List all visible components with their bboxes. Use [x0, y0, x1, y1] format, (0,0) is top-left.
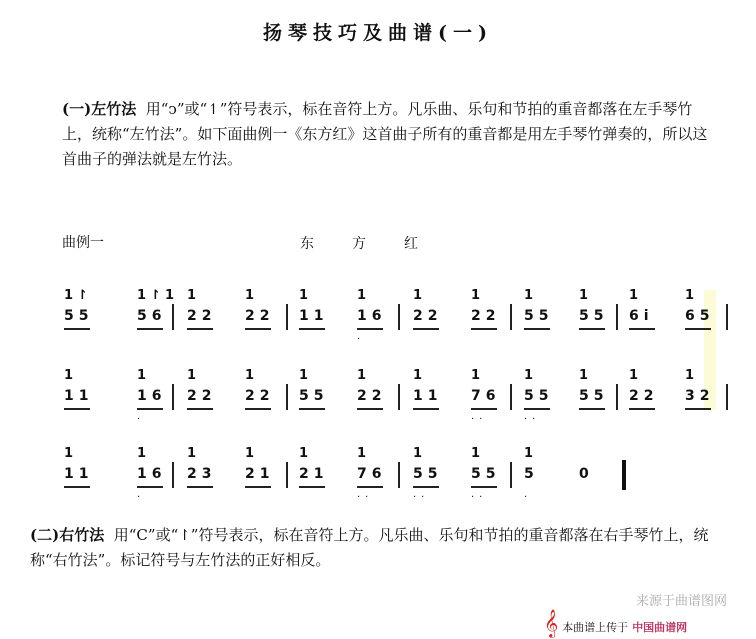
barline: [726, 384, 728, 410]
notes: 16: [137, 466, 167, 482]
score-line: [0, 446, 756, 516]
notes: 55: [524, 388, 554, 404]
eighth-underline: [471, 328, 497, 330]
eighth-underline: [579, 408, 605, 410]
beat: [522, 446, 562, 516]
notes: 65: [685, 308, 715, 324]
accent-mark: 1: [579, 288, 593, 303]
song-title-char: 东: [300, 236, 314, 252]
barline: [510, 304, 512, 330]
accent-mark: 1: [357, 446, 371, 461]
score-line: [0, 288, 756, 358]
eighth-underline: [629, 408, 655, 410]
beat: [135, 446, 175, 516]
beat: [355, 446, 395, 516]
low-octave-dots: ..: [471, 411, 488, 422]
eighth-underline: [629, 328, 655, 330]
eighth-underline: [413, 408, 439, 410]
low-octave-dots: ..: [413, 489, 430, 500]
notes: 55: [471, 466, 501, 482]
notes: 11: [413, 388, 443, 404]
notes: 56: [137, 308, 167, 324]
notes: 55: [299, 388, 329, 404]
barline: [286, 304, 288, 330]
beat: [243, 288, 283, 358]
notes: 23: [187, 466, 217, 482]
eighth-underline: [187, 408, 213, 410]
eighth-underline: [137, 486, 163, 488]
eighth-underline: [299, 328, 325, 330]
beat: [185, 288, 225, 358]
low-octave-dots: .: [357, 331, 366, 342]
beat: [522, 368, 562, 438]
beat: [297, 368, 337, 438]
eighth-underline: [685, 408, 711, 410]
accent-mark: 1: [245, 446, 259, 461]
accent-mark: 1: [524, 446, 538, 461]
notes: 16: [357, 308, 387, 324]
final-barline: [622, 460, 626, 490]
notes: 22: [245, 308, 275, 324]
eighth-underline: [64, 328, 90, 330]
beat: [355, 288, 395, 358]
notes: 11: [64, 388, 94, 404]
barline: [172, 462, 174, 488]
eighth-underline: [524, 328, 550, 330]
accent-mark: 1: [629, 288, 643, 303]
eighth-underline: [137, 408, 163, 410]
eighth-underline: [357, 486, 383, 488]
accent-mark: 1: [299, 368, 313, 383]
barline: [286, 384, 288, 410]
footer-brand: 中国曲谱网: [632, 621, 688, 634]
beat: [297, 446, 337, 516]
eighth-underline: [245, 486, 271, 488]
barline: [398, 384, 400, 410]
beat: [627, 288, 667, 358]
low-octave-dots: .: [137, 489, 146, 500]
accent-mark: 1: [524, 288, 538, 303]
section1-text: 用“ↄ”或“↿”符号表示，标在音符上方。凡乐曲、乐句和节拍的重音都落在左手琴竹上，统称“左竹法”。如下面曲例一《东方红》这首曲子所有的重音都是用左手琴竹弹奏的，所以这首曲子的弹法就是左竹法。: [62, 100, 708, 168]
score-line: [0, 368, 756, 438]
notes: 32: [685, 388, 715, 404]
notes: 22: [629, 388, 659, 404]
accent-mark: 1: [357, 368, 371, 383]
beat: [297, 288, 337, 358]
page-title: 扬琴技巧及曲谱(一): [263, 22, 493, 44]
section2-heading: (二)右竹法: [30, 526, 105, 544]
eighth-underline: [245, 408, 271, 410]
low-octave-dots: ..: [524, 411, 541, 422]
notes: 22: [187, 388, 217, 404]
accent-mark: 1: [187, 446, 201, 461]
beat: [243, 446, 283, 516]
beat: [522, 288, 562, 358]
beat: [62, 288, 102, 358]
barline: [286, 462, 288, 488]
notes: 16: [137, 388, 167, 404]
accent-mark: 1↾: [64, 288, 92, 303]
treble-clef-logo-icon: 𝄞: [544, 609, 559, 637]
beat: [683, 368, 723, 438]
notes: 22: [245, 388, 275, 404]
accent-mark: 1: [685, 368, 699, 383]
beat: [411, 288, 451, 358]
barline: [172, 304, 174, 330]
notes: 21: [245, 466, 275, 482]
low-octave-dots: ..: [357, 489, 374, 500]
beat: [411, 368, 451, 438]
song-title-char: 红: [404, 236, 418, 252]
notes: 21: [299, 466, 329, 482]
notes: 55: [413, 466, 443, 482]
notes: 0: [579, 466, 594, 482]
notes: 55: [579, 388, 609, 404]
section2-text: 用“C”或“↾”符号表示，标在音符上方。凡乐曲、乐句和节拍的重音都落在右手琴竹上，统称“右竹法”。标记符号与左竹法的正好相反。: [30, 526, 709, 569]
low-octave-dots: .: [137, 411, 146, 422]
accent-mark: 1: [64, 368, 78, 383]
notes: 76: [471, 388, 501, 404]
barline: [510, 462, 512, 488]
eighth-underline: [357, 408, 383, 410]
notes: 55: [64, 308, 94, 324]
low-octave-dots: ..: [471, 489, 488, 500]
barline: [726, 304, 728, 330]
beat: [411, 446, 451, 516]
eighth-underline: [187, 328, 213, 330]
barline: [616, 304, 618, 330]
accent-mark: 1: [413, 288, 427, 303]
accent-mark: 1: [524, 368, 538, 383]
accent-mark: 1: [471, 288, 485, 303]
barline: [172, 384, 174, 410]
accent-mark: 1: [137, 446, 151, 461]
barline: [398, 304, 400, 330]
notes: 5: [524, 466, 539, 482]
song-title-char: 方: [352, 236, 366, 252]
left-bamboo-paragraph: [62, 97, 722, 172]
eighth-underline: [471, 408, 497, 410]
accent-mark: 1: [245, 288, 259, 303]
beat: [62, 368, 102, 438]
accent-mark: 1: [413, 446, 427, 461]
eighth-underline: [64, 486, 90, 488]
accent-mark: 1: [471, 368, 485, 383]
eighth-underline: [413, 328, 439, 330]
eighth-underline: [137, 328, 163, 330]
eighth-underline: [524, 408, 550, 410]
eighth-underline: [299, 486, 325, 488]
accent-mark: 1: [64, 446, 78, 461]
notes: 22: [357, 388, 387, 404]
eighth-underline: [685, 328, 711, 330]
accent-mark: 1: [413, 368, 427, 383]
accent-mark: 1: [579, 368, 593, 383]
beat: [577, 368, 617, 438]
notes: 55: [579, 308, 609, 324]
footer: [544, 609, 688, 637]
notes: 6i: [629, 308, 654, 324]
example-label: 曲例一: [62, 235, 104, 251]
eighth-underline: [187, 486, 213, 488]
beat: [469, 288, 509, 358]
notes: 22: [471, 308, 501, 324]
accent-mark: 1: [187, 368, 201, 383]
low-octave-dots: .: [524, 489, 533, 500]
footer-text: 本曲谱上传于: [562, 621, 629, 634]
notes: 22: [187, 308, 217, 324]
song-title: [300, 233, 456, 253]
barline: [510, 384, 512, 410]
barline: [398, 462, 400, 488]
barline: [616, 384, 618, 410]
notes: 22: [413, 308, 443, 324]
accent-mark: 1: [187, 288, 201, 303]
accent-mark: 1: [629, 368, 643, 383]
eighth-underline: [299, 408, 325, 410]
beat: [355, 368, 395, 438]
notes: 76: [357, 466, 387, 482]
beat: [135, 288, 178, 358]
beat: [627, 368, 667, 438]
eighth-underline: [579, 328, 605, 330]
accent-mark: 1: [299, 446, 313, 461]
beat: [469, 368, 509, 438]
watermark: 来源于曲谱图网: [636, 594, 728, 609]
notes: 11: [64, 466, 94, 482]
accent-mark: 1: [357, 288, 371, 303]
accent-mark: 1: [299, 288, 313, 303]
section1-heading: (一)左竹法: [62, 100, 137, 118]
beat: [62, 446, 102, 516]
right-bamboo-paragraph: [30, 523, 730, 573]
accent-mark: 1: [471, 446, 485, 461]
beat: [577, 288, 617, 358]
eighth-underline: [245, 328, 271, 330]
beat: [577, 446, 617, 516]
beat: [185, 446, 225, 516]
accent-mark: 1↾1: [137, 288, 178, 303]
beat: [135, 368, 175, 438]
accent-mark: 1: [137, 368, 151, 383]
accent-mark: 1: [685, 288, 699, 303]
eighth-underline: [471, 486, 497, 488]
eighth-underline: [413, 486, 439, 488]
beat: [185, 368, 225, 438]
notes: 55: [524, 308, 554, 324]
eighth-underline: [64, 408, 90, 410]
beat: [683, 288, 723, 358]
accent-mark: 1: [245, 368, 259, 383]
eighth-underline: [357, 328, 383, 330]
beat: [243, 368, 283, 438]
notes: 11: [299, 308, 329, 324]
beat: [469, 446, 509, 516]
